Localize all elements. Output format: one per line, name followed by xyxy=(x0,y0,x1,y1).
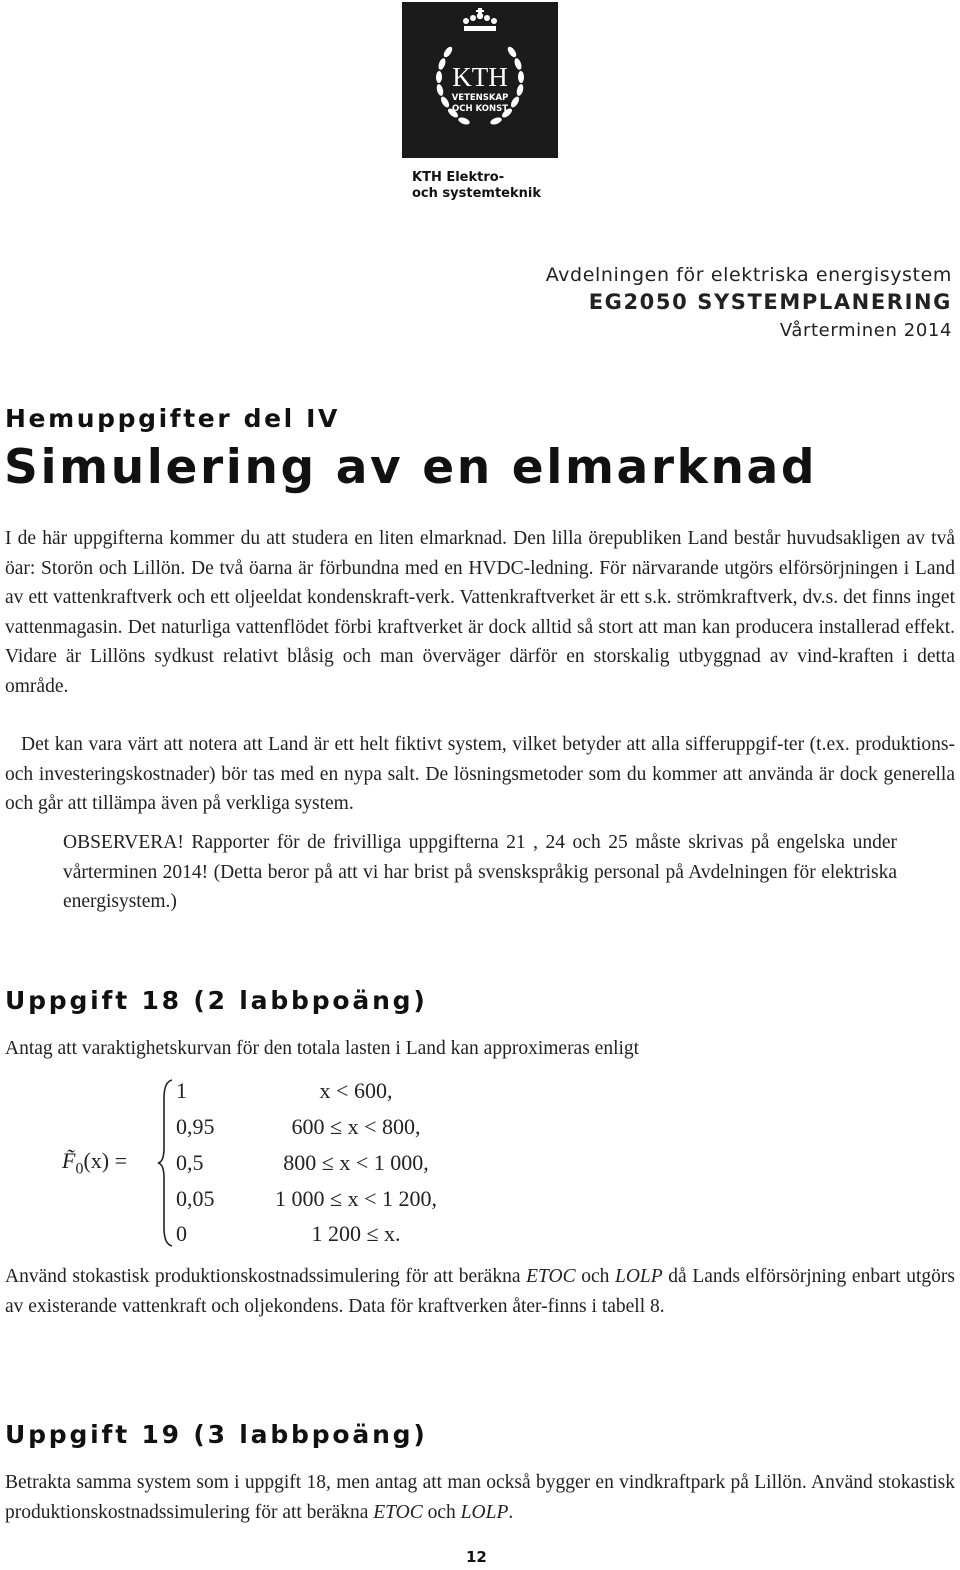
formula-lhs xyxy=(62,1148,127,1178)
task-19-end: . xyxy=(508,1501,514,1523)
formula-value-4: 0,05 xyxy=(176,1186,215,1211)
task-18-lolp: LOLP xyxy=(615,1266,663,1287)
task-18-body-b: då Lands elförsörjning enbart utgörs av existerande vattenkraft och oljekondens. Data för kraftverken åter-finns i tabell 8. xyxy=(5,1266,956,1317)
task-19-och: och xyxy=(422,1501,461,1523)
intro-paragraph: I de här uppgifterna kommer du att studera en liten elmarknad. Den lilla örepubliken Land består huvudsakligen av två öar: Storön och Lillön. De två öarna är förbundna med en HVDC-ledning. För närvarande utgörs elförsörjningen i Land av ett vattenkraftverk och ett oljeeldat kondenskraft-verk. Vattenkraftverket är ett s.k. strömkraftverk, dv.s. det finns inget vattenmagasin. Det naturliga vattenflödet förbi kraftverket är dock alltid så stort att man kan producera installerad effekt. Vidare är Lillöns sydkust relativt blåsig och man överväger därför en storskalig utbyggnad av vind-kraften i detta område. xyxy=(5,528,955,697)
formula-lhs-arg: (x) = xyxy=(83,1148,128,1173)
formula-condition-2: 600 ≤ x < 800, xyxy=(291,1114,421,1139)
department-line-2: och systemteknik xyxy=(412,186,541,201)
document-subtitle: Hemuppgifter del IV xyxy=(5,404,340,433)
logo-line2-text: OCH KONST xyxy=(451,104,509,114)
formula-value-1: 1 xyxy=(176,1078,187,1103)
task-18-etoc: ETOC xyxy=(526,1266,576,1287)
formula-condition-5: 1 200 ≤ x. xyxy=(311,1221,401,1246)
kth-seal-graphic xyxy=(402,2,558,158)
logo-line1-text: VETENSKAP xyxy=(451,93,509,103)
formula-lhs-f: F̃ xyxy=(62,1148,76,1173)
kth-logo xyxy=(402,2,558,158)
term-label: Vårterminen 2014 xyxy=(779,320,952,341)
course-title: EG2050 SYSTEMPLANERING xyxy=(588,290,952,314)
department-logo-text xyxy=(412,170,541,202)
task-18-intro: Antag att varaktighetskurvan för den totala lasten i Land kan approximeras enligt xyxy=(5,1038,640,1059)
department-line-1: KTH Elektro- xyxy=(412,170,505,185)
formula-condition-1: x < 600, xyxy=(319,1078,393,1103)
formula-condition-4: 1 000 ≤ x < 1 200, xyxy=(275,1186,437,1211)
page-number: 12 xyxy=(466,1548,487,1566)
task-18-heading: Uppgift 18 (2 labbpoäng) xyxy=(5,986,428,1015)
task-19-heading: Uppgift 19 (3 labbpoäng) xyxy=(5,1420,428,1449)
formula-value-5: 0 xyxy=(176,1221,187,1246)
note-paragraph: Det kan vara värt att notera att Land är ett helt fiktivt system, vilket betyder att alla sifferuppgif-ter (t.ex. produktions- och investeringskostnader) bör tas med en nypa salt. De lösningsmetoder som du kommer att använda är dock generella och går att tillämpa även på verkliga system. xyxy=(5,734,955,814)
formula-value-3: 0,5 xyxy=(176,1150,204,1175)
task-18-body-a: Använd stokastisk produktionskostnadssimulering för att beräkna xyxy=(5,1266,527,1287)
task-18-body xyxy=(5,1262,955,1321)
formula-condition-3: 800 ≤ x < 1 000, xyxy=(283,1150,429,1175)
task-18-och: och xyxy=(575,1266,615,1287)
task-19-body xyxy=(5,1468,955,1527)
task-19-etoc: ETOC xyxy=(373,1501,423,1523)
formula-value-2: 0,95 xyxy=(176,1114,215,1139)
task-19-lolp: LOLP xyxy=(460,1501,509,1523)
formula-brace xyxy=(156,1078,174,1248)
logo-kth-text: KTH xyxy=(452,62,508,92)
observera-paragraph: OBSERVERA! Rapporter för de frivilliga uppgifterna 21 , 24 och 25 måste skrivas på engelska under vårterminen 2014! (Detta beror på att vi har brist på svenskspråkig personal på Avdelningen för elektriska energisystem.) xyxy=(63,832,897,912)
formula-lhs-sub: 0 xyxy=(75,1160,84,1178)
document-title: Simulering av en elmarknad xyxy=(4,440,818,495)
task-19-body-a: Betrakta samma system som i uppgift 18, men antag att man också bygger en vindkraftpark på Lillön. Använd stokastisk produktionskostnadssimulering för att beräkna xyxy=(5,1472,955,1523)
division-name: Avdelningen för elektriska energisystem xyxy=(545,264,952,286)
